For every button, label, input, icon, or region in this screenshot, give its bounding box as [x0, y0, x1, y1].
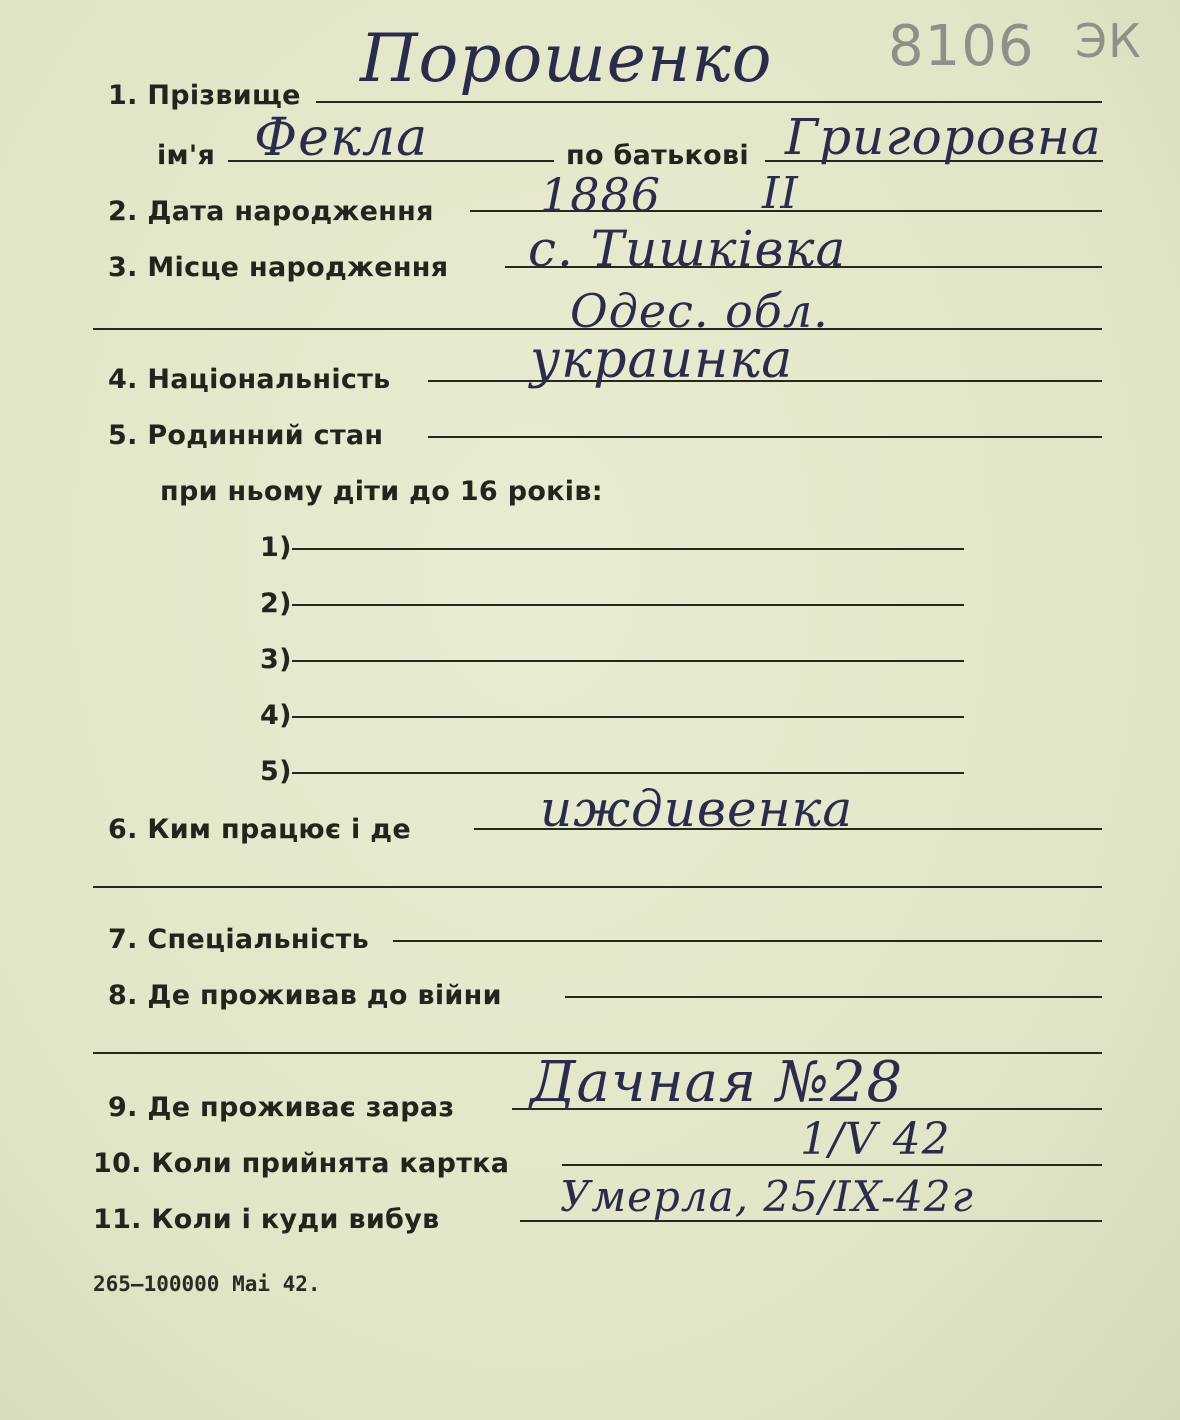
- birth-date-label: 2. Дата народження: [108, 196, 434, 227]
- archive-number: 8106: [888, 14, 1035, 79]
- marital-status-label: 5. Родинний стан: [108, 420, 384, 451]
- birth-place-value: с. Тишківка: [528, 220, 847, 278]
- specialty-label: 7. Спеціальність: [108, 924, 369, 955]
- specialty-line: [393, 940, 1102, 942]
- first-name-label: ім'я: [157, 140, 216, 171]
- nationality-value: украинка: [530, 330, 794, 390]
- child-4-number: 4): [260, 700, 292, 731]
- child-1-number: 1): [260, 532, 292, 563]
- child-3-number: 3): [260, 644, 292, 675]
- card-accepted-label: 10. Коли прийнята картка: [93, 1148, 510, 1179]
- birth-place-label: 3. Місце народження: [108, 252, 449, 283]
- surname-value: Порошенко: [360, 20, 773, 97]
- nationality-label: 4. Національність: [108, 364, 391, 395]
- corner-code: ЭК: [1075, 14, 1142, 68]
- surname-line: [316, 101, 1102, 103]
- patronymic-label: по батькові: [566, 140, 749, 171]
- child-5-number: 5): [260, 756, 292, 787]
- child-1-line: [292, 548, 964, 550]
- child-4-line: [292, 716, 964, 718]
- birth-place-value-2: Одес. обл.: [570, 284, 829, 338]
- child-5-line: [292, 772, 964, 774]
- departure-label: 11. Коли і куди вибув: [93, 1204, 440, 1235]
- birth-date-value: 1886: [540, 168, 662, 222]
- birth-date-extra: II: [762, 168, 799, 219]
- occupation-label: 6. Ким працює і де: [108, 814, 411, 845]
- surname-label: 1. Прізвище: [108, 80, 301, 111]
- child-2-line: [292, 604, 964, 606]
- child-3-line: [292, 660, 964, 662]
- child-2-number: 2): [260, 588, 292, 619]
- printer-imprint: 265—100000 Mai 42.: [93, 1272, 321, 1296]
- patronymic-value: Григоровна: [785, 108, 1102, 166]
- prewar-residence-label: 8. Де проживав до війни: [108, 980, 502, 1011]
- current-residence-label: 9. Де проживає зараз: [108, 1092, 455, 1123]
- departure-value: Умерла, 25/IX-42г: [560, 1172, 974, 1221]
- card-accepted-value: 1/V 42: [800, 1114, 951, 1165]
- prewar-residence-line: [565, 996, 1102, 998]
- occupation-line-2: [93, 886, 1102, 888]
- first-name-value: Фекла: [254, 108, 429, 168]
- marital-status-line: [428, 436, 1102, 438]
- current-residence-value: Дачная №28: [530, 1050, 904, 1115]
- occupation-value: иждивенка: [540, 780, 854, 838]
- children-label: при ньому діти до 16 років:: [160, 476, 603, 507]
